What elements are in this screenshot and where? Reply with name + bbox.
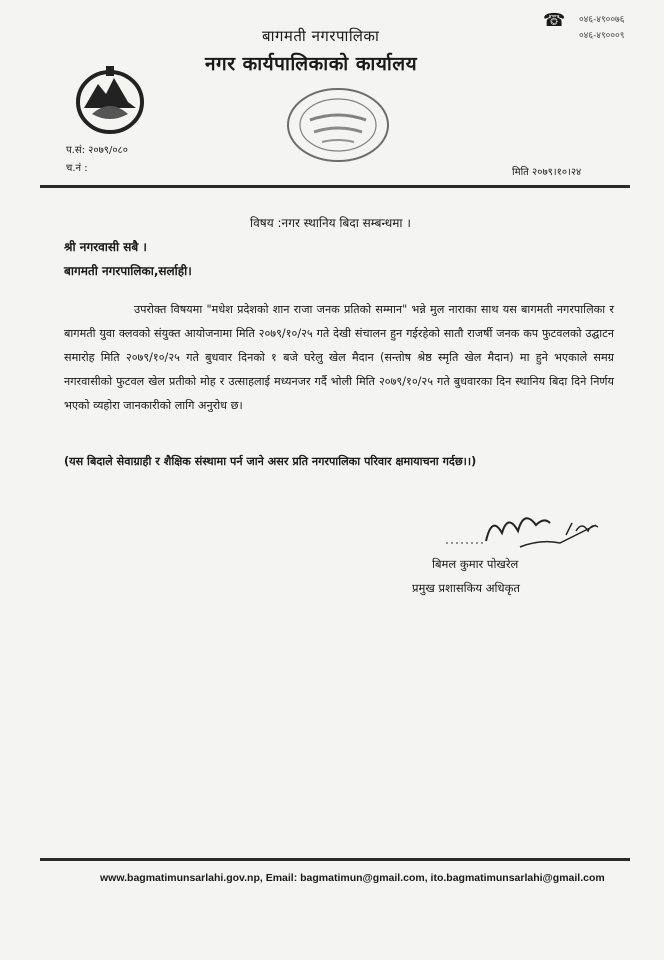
telephone-icon: ☎ [543, 10, 566, 31]
handwritten-signature [436, 495, 606, 555]
recipient-address: बागमती नगरपालिका,सर्लाही। [64, 264, 192, 278]
letter-date: मिति २०७९।१०।२४ [512, 167, 582, 178]
footer-contact: www.bagmatimunsarlahi.gov.np, Email: bagmatimun@gmail.com, ito.bagmatimunsarlahi@gmail.com [100, 872, 605, 884]
dispatch-number: च.नं : [66, 163, 88, 174]
signatory-name: बिमल कुमार पोखरेल [432, 557, 519, 571]
phone-number: ०४६-४९००७६ [579, 15, 625, 25]
recipient-line: श्री नगरवासी सबै । [64, 240, 147, 254]
office-name: नगर कार्यपालिकाको कार्यालय [205, 53, 418, 75]
letter-subject: विषय :नगर स्थानिय बिदा सम्बन्धमा । [250, 216, 411, 230]
office-seal-stamp [280, 80, 395, 170]
phone-number: ०४६-४९०००९ [579, 31, 625, 41]
municipality-name: बागमती नगरपालिका [262, 27, 380, 45]
letter-body [64, 298, 614, 418]
signatory-title: प्रमुख प्रशासकिय अधिकृत [412, 581, 520, 595]
footer-divider [40, 858, 630, 861]
nepal-emblem-icon [70, 58, 150, 138]
reference-number: प.सं: २०७९/०८० [66, 145, 128, 156]
apology-note: (यस बिदाले सेवाग्राही र शैक्षिक संस्थामा पर्न जाने असर प्रति नगरपालिका परिवार क्षमायाचना गर्दछ।।) [64, 455, 477, 468]
header-divider [40, 185, 630, 188]
body-paragraph: उपरोक्त विषयमा "मधेश प्रदेशको शान राजा जनक प्रतिको सम्मान" भन्ने मुल नाराका साथ यस बागमती नगरपालिका र बागमती युवा क्लवको संयुक्त आयोजनामा मिति २०७९/१०/२५ गते देखी संचालन हुन गईरहेको सातौ राजर्षी जनक कप फुटवलको उद्घाटन समारोह मिति २०७९/१०/२५ गते बुधवार दिनको १ बजे घरेलु खेल मैदान (सन्तोष श्रेष्ठ स्मृति खेल मैदान) मा हुने भएकाले समग्र नगरवासीको फुटवल खेल प्रतीको मोह र उत्साहलाई मध्यनजर गर्दै भोली मिति २०७९/१०/२५ गते बुधवारका दिन स्थानिय बिदा दिने निर्णय भएको व्यहोरा जानकारीको लागि अनुरोध छ। [64, 303, 614, 412]
